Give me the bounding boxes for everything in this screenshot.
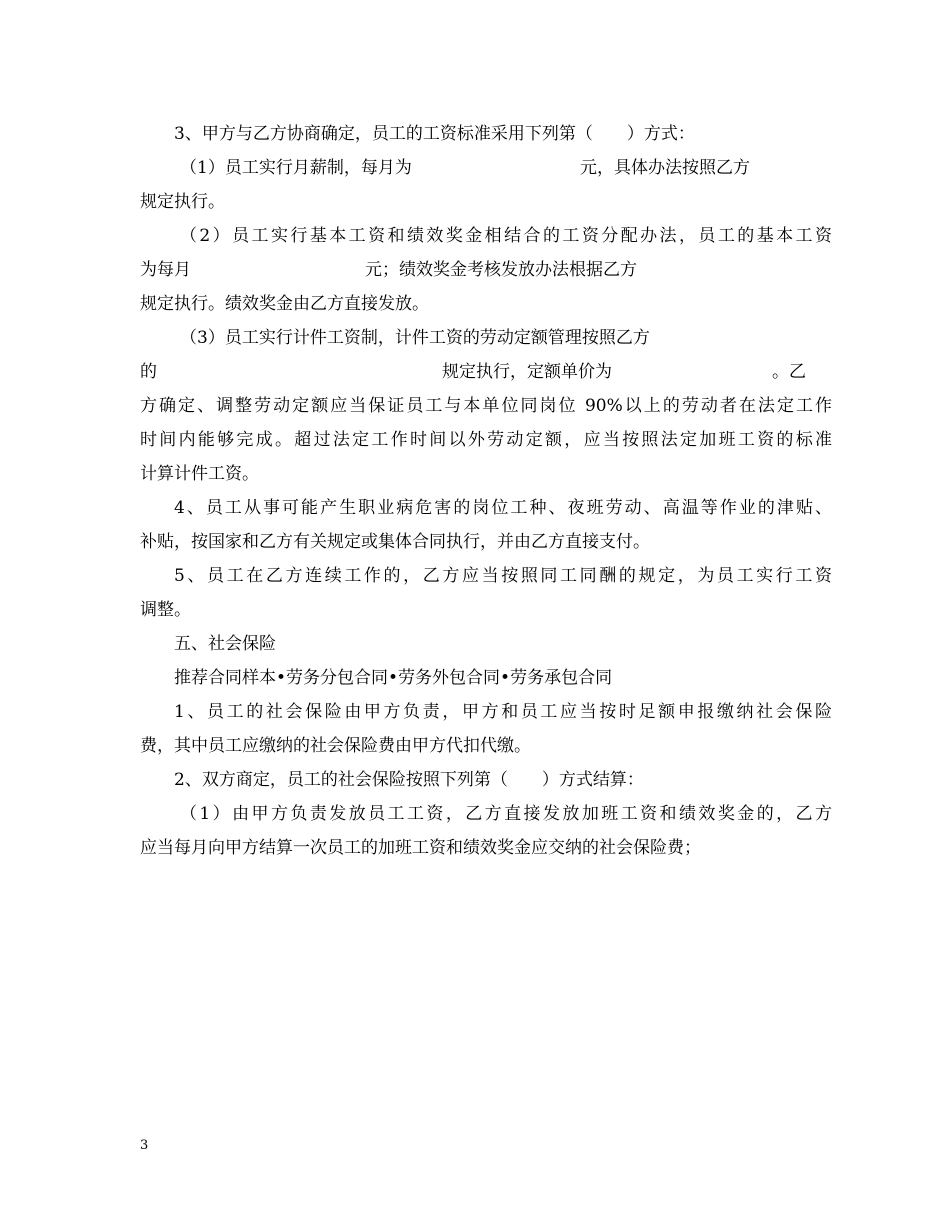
text-segment: （1）员工实行月薪制，每月为 — [180, 158, 412, 178]
paragraph-line: 推荐合同样本•劳务分包合同•劳务外包合同•劳务承包合同 — [174, 668, 613, 688]
paragraph-line — [140, 355, 832, 389]
paragraph-line: 规定执行。 — [140, 192, 225, 212]
paragraph-line: 规定执行。绩效奖金由乙方直接发放。 — [140, 294, 429, 314]
page-number: 3 — [140, 1138, 149, 1153]
document-body — [140, 117, 832, 865]
paragraph-line — [140, 151, 832, 185]
paragraph-line: 应当每月向甲方结算一次员工的加班工资和绩效奖金应交纳的社会保险费； — [140, 838, 701, 858]
text-segment: 元；绩效奖金考核发放办法根据乙方 — [365, 260, 637, 280]
text-segment: 的 — [140, 362, 157, 382]
text-segment: 元，具体办法按照乙方 — [580, 158, 750, 178]
paragraph-line: 4、员工从事可能产生职业病危害的岗位工种、夜班劳动、高温等作业的津贴、 — [174, 498, 832, 518]
paragraph-line: 时间内能够完成。超过法定工作时间以外劳动定额，应当按照法定加班工资的标准 — [140, 430, 832, 450]
paragraph-line: 计算计件工资。 — [140, 464, 259, 484]
paragraph-line: 2、双方商定，员工的社会保险按照下列第（ ）方式结算： — [174, 770, 644, 790]
paragraph-line: 方确定、调整劳动定额应当保证员工与本单位同岗位 90%以上的劳动者在法定工作 — [140, 396, 832, 416]
paragraph-line: 补贴，按国家和乙方有关规定或集体合同执行，并由乙方直接支付。 — [140, 532, 650, 552]
paragraph-line — [140, 253, 832, 287]
paragraph-line: 5、员工在乙方连续工作的，乙方应当按照同工同酬的规定，为员工实行工资 — [174, 566, 832, 586]
paragraph-line: 调整。 — [140, 600, 191, 620]
text-segment: 规定执行，定额单价为 — [442, 362, 612, 382]
paragraph-line: 3、甲方与乙方协商确定，员工的工资标准采用下列第（ ）方式： — [174, 124, 695, 144]
text-segment: 为每月 — [140, 260, 191, 280]
text-segment: 。乙 — [772, 362, 806, 382]
paragraph-line: （3）员工实行计件工资制，计件工资的劳动定额管理按照乙方 — [180, 328, 650, 348]
paragraph-line: 费，其中员工应缴纳的社会保险费由甲方代扣代缴。 — [140, 736, 531, 756]
paragraph-line: （1）由甲方负责发放员工工资，乙方直接发放加班工资和绩效奖金的，乙方 — [180, 804, 832, 824]
paragraph-line: 1、员工的社会保险由甲方负责，甲方和员工应当按时足额申报缴纳社会保险 — [174, 702, 832, 722]
section-heading: 五、社会保险 — [174, 634, 276, 654]
paragraph-line: （2）员工实行基本工资和绩效奖金相结合的工资分配办法，员工的基本工资 — [180, 226, 832, 246]
